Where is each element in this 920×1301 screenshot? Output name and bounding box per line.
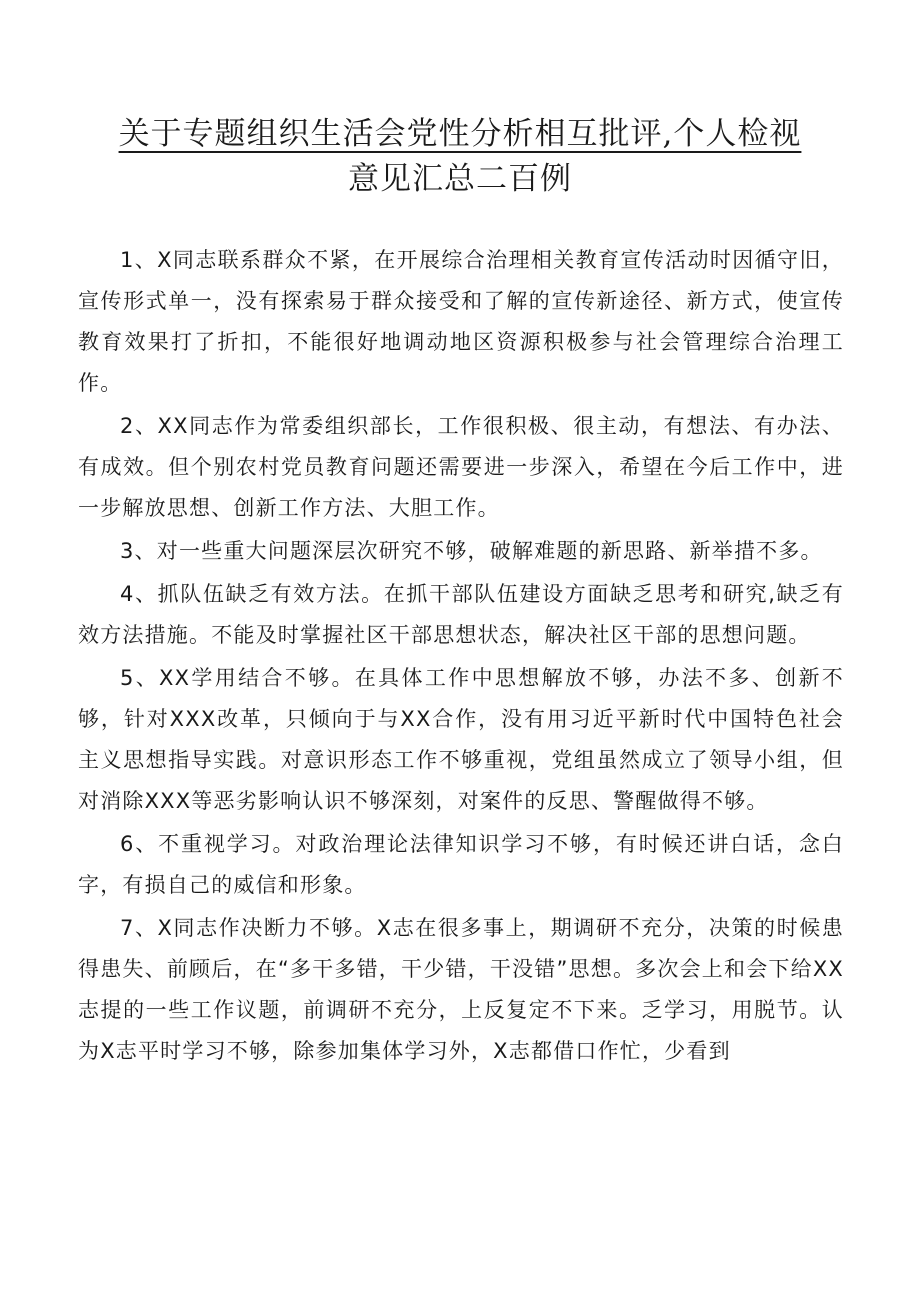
paragraph-1: 1、X同志联系群众不紧，在开展综合治理相关教育宣传活动时因循守旧，宣传形式单一，没有探索易于群众接受和了解的宣传新途径、新方式，使宣传教育效果打了折扣，不能很好地调动地区资源积极参与社会管理综合治理工作。 [78,248,844,395]
paragraph-6: 6、不重视学习。对政治理论法律知识学习不够，有时候还讲白话，念白字，有损自己的威信和形象。 [78,832,844,897]
document-title-line-1: 关于专题组织生活会党性分析相互批评,个人检视 [118,116,802,152]
paragraph-5: 5、XX学用结合不够。在具体工作中思想解放不够，办法不多、创新不够，针对XXX改革，只倾向于与XX合作，没有用习近平新时代中国特色社会主义思想指导实践。对意识形态工作不够重视，党组虽然成立了领导小组，但对消除XXX等恶劣影响认识不够深刻，对案件的反思、警醒做得不够。 [78,666,844,813]
document-title-line-2: 意见汇总二百例 [348,161,572,197]
paragraph-3: 3、对一些重大问题深层次研究不够，破解难题的新思路、新举措不多。 [120,539,823,563]
paragraph-2: 2、XX同志作为常委组织部长，工作很积极、很主动，有想法、有办法、有成效。但个别农村党员教育问题还需要进一步深入，希望在今后工作中，进一步解放思想、创新工作方法、大胆工作。 [78,414,844,520]
document-body [78,240,844,1074]
paragraph-4: 4、抓队伍缺乏有效方法。在抓干部队伍建设方面缺乏思考和研究,缺乏有效方法措施。不能及时掌握社区干部思想状态，解决社区干部的思想问题。 [78,582,844,647]
paragraph-7: 7、X同志作决断力不够。X志在很多事上，期调研不充分，决策的时候患得患失、前顾后，在“多干多错，干少错，干没错”思想。多次会上和会下给XX志提的一些工作议题，前调研不充分，上反复定不下来。乏学习，用脱节。认为X志平时学习不够，除参加集体学习外，X志都借口作忙，少看到 [78,916,844,1063]
